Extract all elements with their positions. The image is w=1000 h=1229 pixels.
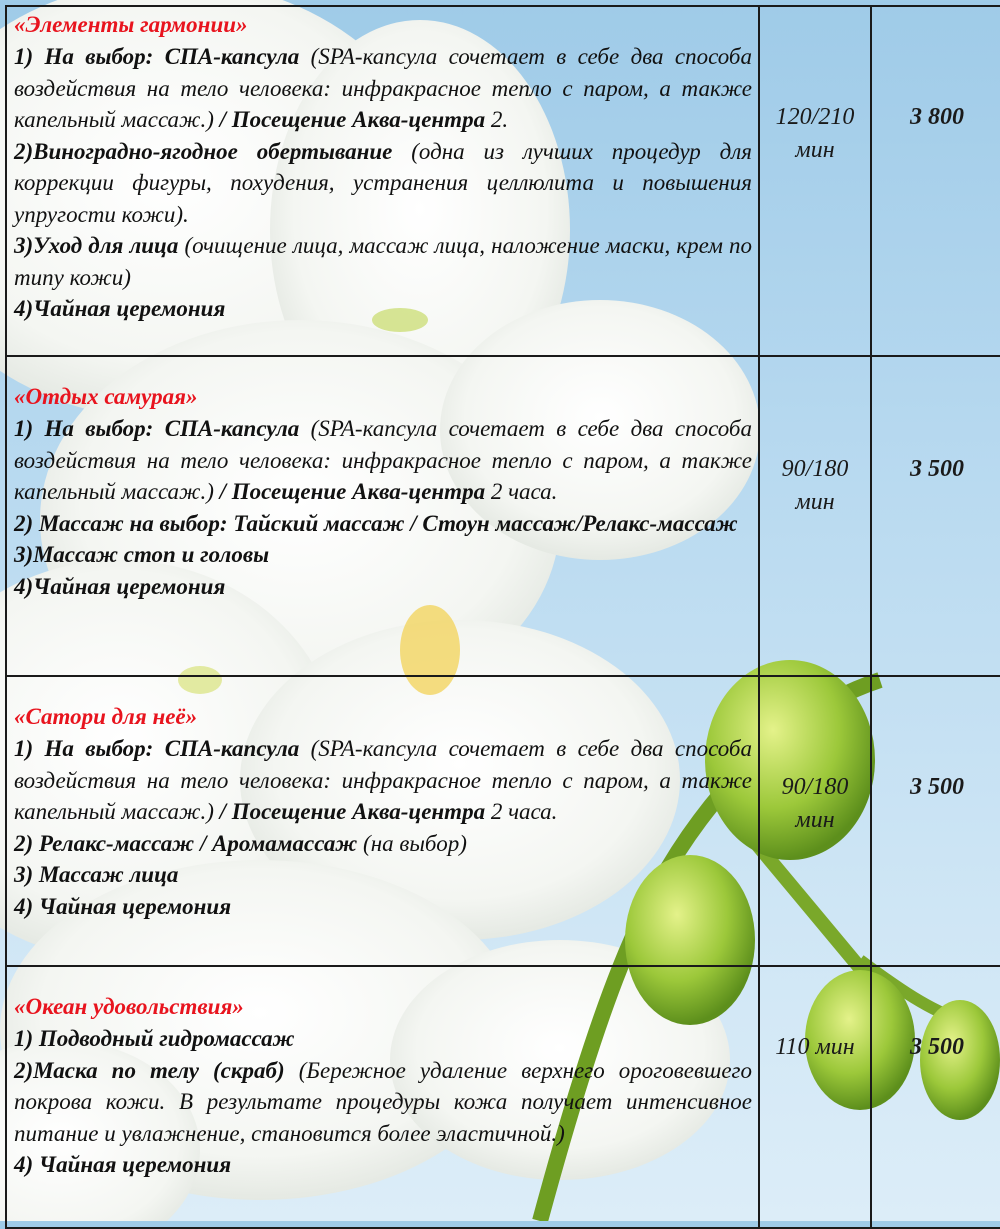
package-price <box>871 6 1000 356</box>
package-title: «Океан удовольствия» <box>14 994 244 1019</box>
package-item: 3) Массаж лица <box>14 862 179 887</box>
package-description <box>6 966 759 1228</box>
package-row <box>6 6 1000 356</box>
package-duration <box>759 676 871 966</box>
duration-value: 110 мин <box>775 1034 855 1060</box>
package-description <box>6 356 759 676</box>
package-price <box>871 966 1000 1228</box>
package-item: 2) Массаж на выбор: Тайский массаж / Стоун массаж/Релакс-массаж <box>14 510 738 536</box>
spa-menu-table <box>5 5 1000 1229</box>
package-item: 2) Релакс-массаж / Аромамассаж (на выбор) <box>14 830 467 856</box>
package-item: 3)Уход для лица (очищение лица, массаж лица, наложение маски, крем по типу кожи) <box>14 233 752 290</box>
package-price <box>871 356 1000 676</box>
package-description <box>6 6 759 356</box>
duration-value: 120/210 <box>775 104 855 130</box>
package-item: 1) На выбор: СПА-капсула (SPA-капсула сочетает в себе два способа воздействия на тело человека: инфракрасное тепло с паром, а также капельный массаж.) / Посещение Аква-центра 2 часа. <box>14 416 752 504</box>
package-title: «Отдых самурая» <box>14 384 198 409</box>
price-value: 3 800 <box>910 104 964 130</box>
package-duration <box>759 966 871 1228</box>
package-item: 1) На выбор: СПА-капсула (SPA-капсула сочетает в себе два способа воздействия на тело человека: инфракрасное тепло с паром, а также капельный массаж.) / Посещение Аква-центра 2 часа. <box>14 736 752 824</box>
package-price <box>871 676 1000 966</box>
package-title: «Сатори для неё» <box>14 704 198 729</box>
package-item: 1) На выбор: СПА-капсула (SPA-капсула сочетает в себе два способа воздействия на тело человека: инфракрасное тепло с паром, а также капельный массаж.) / Посещение Аква-центра 2. <box>14 44 752 132</box>
package-duration <box>759 356 871 676</box>
duration-value: 90/180 <box>781 456 849 482</box>
package-item: 4) Чайная церемония <box>14 893 232 919</box>
package-item: 4)Чайная церемония <box>14 296 226 321</box>
duration-value: 90/180 <box>781 774 849 800</box>
price-value: 3 500 <box>910 1034 964 1060</box>
package-row <box>6 356 1000 676</box>
duration-unit: мин <box>795 137 835 163</box>
price-value: 3 500 <box>910 456 964 482</box>
package-duration <box>759 6 871 356</box>
package-item: 1) Подводный гидромассаж <box>14 1026 295 1051</box>
package-item: 2)Маска по телу (скраб) (Бережное удаление верхнего ороговевшего покрова кожи. В результате процедуры кожа получает интенсивное питание и увлажнение, становится более эластичной.) <box>14 1057 752 1146</box>
duration-unit: мин <box>795 807 835 833</box>
duration-unit: мин <box>795 489 835 515</box>
package-item: 3)Массаж стоп и головы <box>14 542 270 567</box>
package-title: «Элементы гармонии» <box>14 12 248 37</box>
package-row <box>6 966 1000 1228</box>
package-item: 4)Чайная церемония <box>14 573 226 599</box>
package-item: 2)Виноградно-ягодное обертывание (одна из лучших процедур для коррекции фигуры, похудения, устранения целлюлита и повышения упругости кожи). <box>14 138 753 227</box>
package-row <box>6 676 1000 966</box>
package-description <box>6 676 759 966</box>
price-value: 3 500 <box>910 774 964 800</box>
package-item: 4) Чайная церемония <box>14 1152 232 1177</box>
